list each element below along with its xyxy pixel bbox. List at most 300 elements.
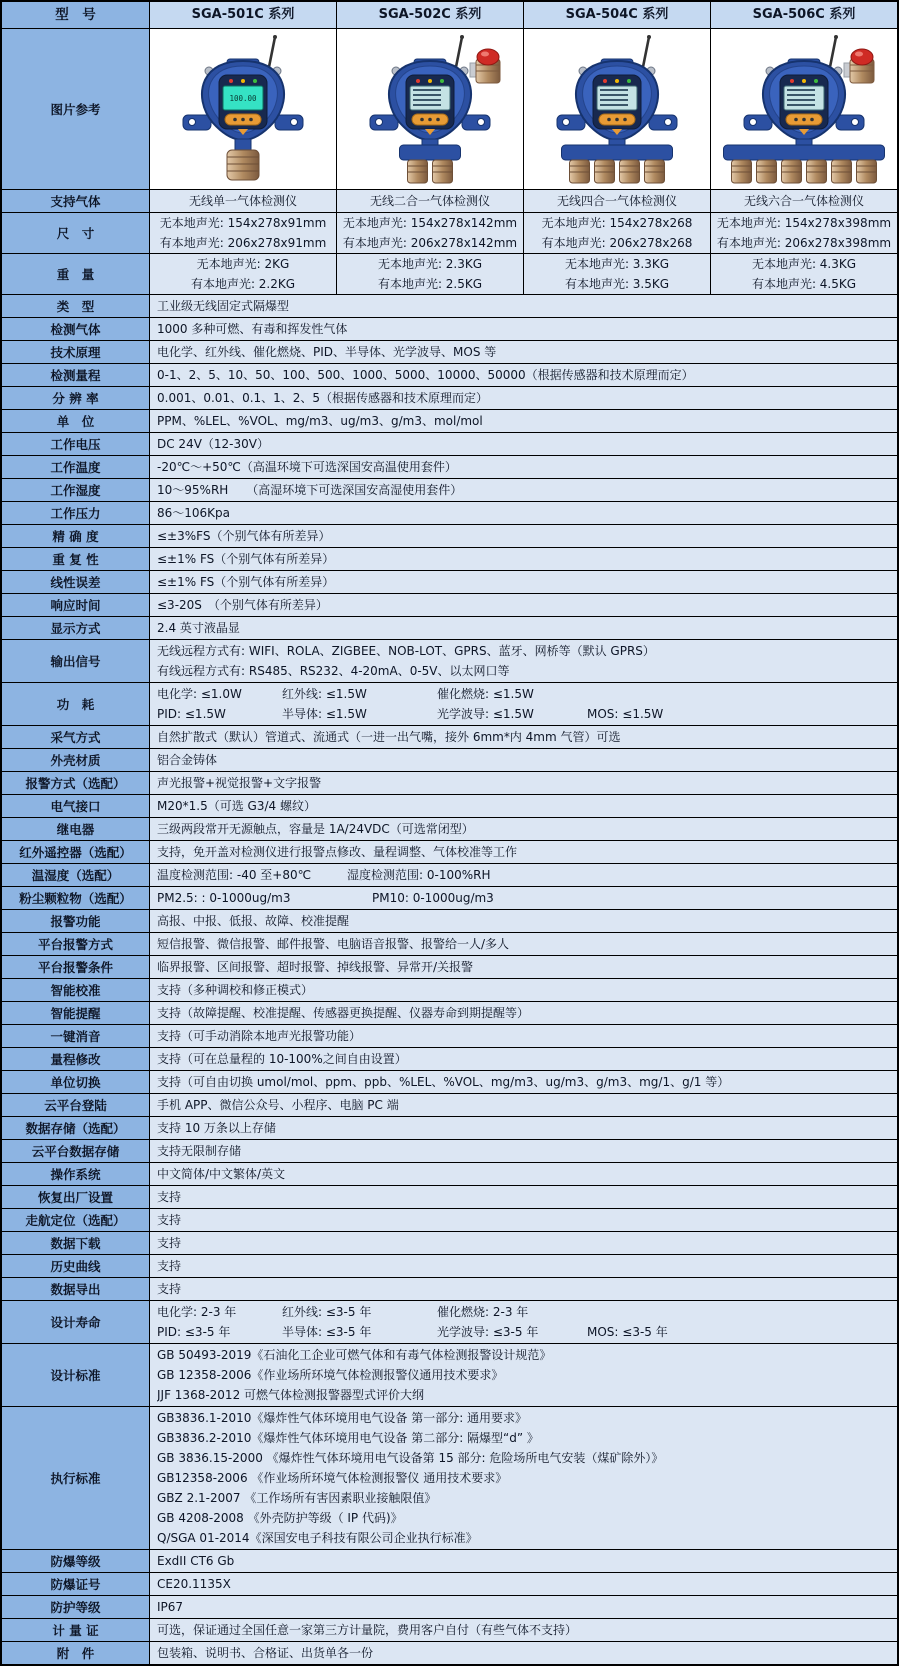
- row-label-ip-rating: 防护等级: [2, 1596, 149, 1618]
- model-header-cell: [149, 2, 336, 28]
- value-cell-temperature: [149, 456, 897, 478]
- cell-text: 有本地声光: 2.5KG: [377, 277, 483, 291]
- value-cell: [149, 213, 336, 253]
- row-label-type: 类 型: [2, 295, 149, 317]
- value-line: GB 3836.15-2000 《爆炸性气体环境用电气设备第 15 部分: 危险场所电气安装（煤矿除外）》: [157, 1451, 664, 1465]
- value-line: -20℃～+50℃（高温环境下可选深国安高温使用套件）: [157, 460, 457, 474]
- value-cell-response-time: [149, 594, 897, 616]
- row-label-os: 操作系统: [2, 1163, 149, 1185]
- value-line: ≤±3%FS（个别气体有所差异）: [157, 529, 331, 543]
- row-voltage: [2, 432, 897, 455]
- row-power: [2, 682, 897, 725]
- value-cell-accessories: [149, 1642, 897, 1664]
- product-image-sga-502c: [336, 29, 523, 189]
- row-os: [2, 1162, 897, 1185]
- product-image-sga-504c: [523, 29, 710, 189]
- value-line: 支持（故障提醒、校准提醒、传感器更换提醒、仪器寿命到期提醒等）: [157, 1006, 530, 1020]
- cell-text: 无本地声光: 154x278x91mm: [159, 216, 327, 230]
- row-label-detected-gas: 检测气体: [2, 318, 149, 340]
- value-cell-metrology-cert: [149, 1619, 897, 1641]
- value-line: 支持（可在总量程的 10-100%之间自由设置）: [157, 1052, 407, 1066]
- antenna-icon: [456, 37, 462, 67]
- value-cell: [710, 254, 897, 294]
- row-label-smart-calibration: 智能校准: [2, 979, 149, 1001]
- value-line: [157, 1302, 890, 1322]
- row-label-repeatability: 重 复 性: [2, 548, 149, 570]
- row-design-standard: [2, 1343, 897, 1406]
- model-header-cell: [710, 2, 897, 28]
- row-gps: [2, 1208, 897, 1231]
- value-segment: PID: ≤1.5W: [157, 707, 226, 721]
- cell-text: SGA-501C 系列: [191, 7, 295, 22]
- value-cell-housing: [149, 749, 897, 771]
- value-cell-temp-humidity-option: [149, 864, 897, 886]
- row-unit: [2, 409, 897, 432]
- value-cell-power: [149, 683, 897, 725]
- value-line: 支持: [157, 1282, 182, 1296]
- led-red-icon: [603, 79, 607, 83]
- gas-detector-illustration: [157, 33, 329, 185]
- value-line: [157, 684, 890, 704]
- value-line: [157, 865, 890, 885]
- row-label-temperature: 工作温度: [2, 456, 149, 478]
- row-ip-rating: [2, 1595, 897, 1618]
- value-cell-ir-remote: [149, 841, 897, 863]
- value-line: 高报、中报、低报、故障、校准提醒: [157, 914, 350, 928]
- row-values: [149, 254, 897, 294]
- value-line: Q/SGA 01-2014《深国安电子科技有限公司企业执行标准》: [157, 1531, 478, 1545]
- row-smart-calibration: [2, 978, 897, 1001]
- row-factory-reset: [2, 1185, 897, 1208]
- row-resolution: [2, 386, 897, 409]
- cell-text: 有本地声光: 206x278x91mm: [159, 236, 327, 250]
- value-line: 支持（多种调校和修正模式）: [157, 983, 314, 997]
- led-red-icon: [416, 79, 420, 83]
- row-label-data-export: 数据导出: [2, 1278, 149, 1300]
- row-label-execution-standard: 执行标准: [2, 1407, 149, 1549]
- value-line: 电化学、红外线、催化燃烧、PID、半导体、光学波导、MOS 等: [157, 345, 497, 359]
- row-label-photos: 图片参考: [2, 29, 149, 189]
- value-cell-mute: [149, 1025, 897, 1047]
- value-cell-history-curve: [149, 1255, 897, 1277]
- value-line: 86～106Kpa: [157, 506, 231, 520]
- value-segment: 电化学: ≤1.0W: [157, 687, 242, 701]
- value-segment: 半导体: ≤1.5W: [282, 707, 367, 721]
- row-mute: [2, 1024, 897, 1047]
- value-cell-cloud-storage: [149, 1140, 897, 1162]
- value-line: 10～95%RH （高湿环境下可选深国安高湿使用套件）: [157, 483, 463, 497]
- value-cell-execution-standard: [149, 1407, 897, 1549]
- row-alarm-mode: [2, 771, 897, 794]
- row-linearity: [2, 570, 897, 593]
- row-label-alarm-mode: 报警方式（选配）: [2, 772, 149, 794]
- row-history-curve: [2, 1254, 897, 1277]
- row-data-export: [2, 1277, 897, 1300]
- row-label-power: 功 耗: [2, 683, 149, 725]
- value-line: GB3836.1-2010《爆炸性气体环境用电气设备 第一部分: 通用要求》: [157, 1411, 528, 1425]
- row-values: [149, 213, 897, 253]
- led-yellow-icon: [802, 79, 806, 83]
- led-red-icon: [229, 79, 233, 83]
- value-line: PPM、%LEL、%VOL、mg/m3、ug/m3、g/m3、mol/mol: [157, 414, 483, 428]
- row-supported-gas: [2, 189, 897, 212]
- value-cell-data-storage: [149, 1117, 897, 1139]
- row-label-data-storage: 数据存储（选配）: [2, 1117, 149, 1139]
- row-label-platform-alarm-condition: 平台报警条件: [2, 956, 149, 978]
- value-segment: 红外线: ≤3-5 年: [282, 1305, 372, 1319]
- row-values: [149, 2, 897, 28]
- row-type: [2, 294, 897, 317]
- value-cell-gps: [149, 1209, 897, 1231]
- row-label-response-time: 响应时间: [2, 594, 149, 616]
- value-line: 短信报警、微信报警、邮件报警、电脑语音报警、报警给一人/多人: [157, 937, 510, 951]
- led-green-icon: [627, 79, 631, 83]
- row-label-housing: 外壳材质: [2, 749, 149, 771]
- value-line: 支持，免开盖对检测仪进行报警点修改、量程调整、气体校准等工作: [157, 845, 518, 859]
- value-segment: PM10: 0-1000ug/m3: [372, 891, 494, 905]
- value-line: GB3836.2-2010《爆炸性气体环境用电气设备 第二部分: 隔爆型“d” 》: [157, 1431, 539, 1445]
- value-line: 三级两段常开无源触点，容量是 1A/24VDC（可选常闭型）: [157, 822, 474, 836]
- row-label-voltage: 工作电压: [2, 433, 149, 455]
- value-line: ≤±1% FS（个别气体有所差异）: [157, 575, 335, 589]
- value-cell-relay: [149, 818, 897, 840]
- value-segment: 温度检测范围: -40 至+80℃: [157, 868, 312, 882]
- value-line: 自然扩散式（默认）管道式、流通式（一进一出气嘴，接外 6mm*内 4mm 气管）可选: [157, 730, 621, 744]
- model-header-cell: [336, 2, 523, 28]
- value-line: 0-1、2、5、10、50、100、500、1000、5000、10000、50000（根据传感器和技术原理而定）: [157, 368, 694, 382]
- value-cell-resolution: [149, 387, 897, 409]
- row-label-smart-reminder: 智能提醒: [2, 1002, 149, 1024]
- value-line: 临界报警、区间报警、超时报警、掉线报警、异常开/关报警: [157, 960, 474, 974]
- row-label-humidity: 工作湿度: [2, 479, 149, 501]
- value-line: 支持: [157, 1213, 182, 1227]
- value-cell-voltage: [149, 433, 897, 455]
- value-cell-output-signal: [149, 640, 897, 682]
- row-housing: [2, 748, 897, 771]
- value-line: JJF 1368-2012 可燃气体检测报警器型式评价大纲: [157, 1388, 425, 1402]
- row-model: [2, 2, 897, 28]
- value-line: 有线远程方式有: RS485、RS232、4-20mA、0-5V、以太网口等: [157, 664, 510, 678]
- value-line: 无线远程方式有: WIFI、ROLA、ZIGBEE、NOB-LOT、GPRS、蓝牙、网桥等（默认 GPRS）: [157, 644, 655, 658]
- model-header-cell: [523, 2, 710, 28]
- row-label-range-modify: 量程修改: [2, 1048, 149, 1070]
- row-electrical-port: [2, 794, 897, 817]
- row-label-design-life: 设计寿命: [2, 1301, 149, 1343]
- row-explosion-class: [2, 1549, 897, 1572]
- value-line: 支持（可自由切换 umol/mol、ppm、ppb、%LEL、%VOL、mg/m3、ug/m3、g/m3、mg/1、g/1 等）: [157, 1075, 730, 1089]
- row-label-technology: 技术原理: [2, 341, 149, 363]
- cell-text: SGA-506C 系列: [752, 7, 856, 22]
- cell-text: 有本地声光: 4.5KG: [751, 277, 857, 291]
- value-cell-sampling: [149, 726, 897, 748]
- row-data-storage: [2, 1116, 897, 1139]
- cell-text: SGA-502C 系列: [378, 7, 482, 22]
- value-cell: [710, 190, 897, 212]
- value-segment: 催化燃烧: ≤1.5W: [437, 687, 534, 701]
- row-accuracy: [2, 524, 897, 547]
- cell-text: 无线六合一气体检测仪: [743, 194, 864, 208]
- value-cell: [149, 190, 336, 212]
- value-cell-explosion-cert: [149, 1573, 897, 1595]
- gas-detector-illustration: [531, 33, 703, 185]
- value-cell-humidity: [149, 479, 897, 501]
- value-segment: 红外线: ≤1.5W: [282, 687, 367, 701]
- value-cell: [523, 254, 710, 294]
- value-cell: [336, 190, 523, 212]
- row-label-explosion-class: 防爆等级: [2, 1550, 149, 1572]
- cell-text: 无本地声光: 4.3KG: [751, 257, 857, 271]
- value-cell-pressure: [149, 502, 897, 524]
- row-label-accuracy: 精 确 度: [2, 525, 149, 547]
- row-label-design-standard: 设计标准: [2, 1344, 149, 1406]
- value-segment: MOS: ≤1.5W: [587, 707, 664, 721]
- cell-text: 无本地声光: 154x278x142mm: [342, 216, 518, 230]
- value-segment: 电化学: 2-3 年: [157, 1305, 237, 1319]
- row-label-ir-remote: 红外遥控器（选配）: [2, 841, 149, 863]
- row-range-modify: [2, 1047, 897, 1070]
- value-cell-design-standard: [149, 1344, 897, 1406]
- value-line: 支持: [157, 1190, 182, 1204]
- value-cell-os: [149, 1163, 897, 1185]
- value-cell-smart-calibration: [149, 979, 897, 1001]
- value-segment: 湿度检测范围: 0-100%RH: [347, 868, 491, 882]
- value-line: DC 24V（12-30V）: [157, 437, 269, 451]
- value-line: ≤±1% FS（个别气体有所差异）: [157, 552, 335, 566]
- led-yellow-icon: [428, 79, 432, 83]
- row-platform-alarm-mode: [2, 932, 897, 955]
- value-cell-linearity: [149, 571, 897, 593]
- row-design-life: [2, 1300, 897, 1343]
- row-temp-humidity-option: [2, 863, 897, 886]
- row-pressure: [2, 501, 897, 524]
- row-label-unit-switch: 单位切换: [2, 1071, 149, 1093]
- row-label-dimensions: 尺 寸: [2, 213, 149, 253]
- alarm-beacon-icon: [851, 49, 873, 65]
- row-range: [2, 363, 897, 386]
- row-cloud-storage: [2, 1139, 897, 1162]
- row-dust-option: [2, 886, 897, 909]
- value-cell-platform-alarm-mode: [149, 933, 897, 955]
- cell-text: 无本地声光: 2KG: [196, 257, 290, 271]
- value-line: GB 12358-2006《作业场所环境气体检测报警仪通用技术要求》: [157, 1368, 504, 1382]
- value-line: 铝合金铸体: [157, 753, 218, 767]
- value-line: CE20.1135X: [157, 1577, 231, 1591]
- value-segment: 光学波导: ≤1.5W: [437, 707, 534, 721]
- value-cell-cloud-login: [149, 1094, 897, 1116]
- gas-detector-illustration: [718, 33, 890, 185]
- svg-text:100.00: 100.00: [229, 94, 257, 103]
- value-cell: [710, 213, 897, 253]
- cell-text: SGA-504C 系列: [565, 7, 669, 22]
- row-output-signal: [2, 639, 897, 682]
- row-label-weight: 重 量: [2, 254, 149, 294]
- value-cell-ip-rating: [149, 1596, 897, 1618]
- value-cell: [523, 213, 710, 253]
- row-label-accessories: 附 件: [2, 1642, 149, 1664]
- cell-text: 有本地声光: 206x278x142mm: [342, 236, 518, 250]
- value-cell-electrical-port: [149, 795, 897, 817]
- row-label-mute: 一键消音: [2, 1025, 149, 1047]
- value-cell-technology: [149, 341, 897, 363]
- led-green-icon: [814, 79, 818, 83]
- value-line: 支持无限制存储: [157, 1144, 242, 1158]
- value-line: [157, 1322, 890, 1342]
- row-label-sampling: 采气方式: [2, 726, 149, 748]
- row-label-data-download: 数据下载: [2, 1232, 149, 1254]
- row-data-download: [2, 1231, 897, 1254]
- row-unit-switch: [2, 1070, 897, 1093]
- cell-text: 有本地声光: 206x278x268: [541, 236, 693, 250]
- value-cell-repeatability: [149, 548, 897, 570]
- row-photos: [2, 28, 897, 189]
- row-detected-gas: [2, 317, 897, 340]
- row-technology: [2, 340, 897, 363]
- row-label-metrology-cert: 计 量 证: [2, 1619, 149, 1641]
- value-line: GB 50493-2019《石油化工企业可燃气体和有毒气体检测报警设计规范》: [157, 1348, 552, 1362]
- value-cell: [336, 254, 523, 294]
- row-label-range: 检测量程: [2, 364, 149, 386]
- cell-text: 有本地声光: 3.5KG: [564, 277, 670, 291]
- value-segment: 催化燃烧: 2-3 年: [437, 1305, 529, 1319]
- row-label-supported-gas: 支持气体: [2, 190, 149, 212]
- value-cell: [523, 190, 710, 212]
- antenna-icon: [269, 37, 275, 67]
- row-label-dust-option: 粉尘颗粒物（选配）: [2, 887, 149, 909]
- row-execution-standard: [2, 1406, 897, 1549]
- value-line: GB 4208-2008 《外壳防护等级（ IP 代码)》: [157, 1511, 403, 1525]
- row-label-history-curve: 历史曲线: [2, 1255, 149, 1277]
- gas-detector-illustration: [344, 33, 516, 185]
- row-label-linearity: 线性误差: [2, 571, 149, 593]
- row-metrology-cert: [2, 1618, 897, 1641]
- value-segment: PM2.5: : 0-1000ug/m3: [157, 891, 291, 905]
- cell-text: 无线单一气体检测仪: [188, 194, 297, 208]
- row-label-pressure: 工作压力: [2, 502, 149, 524]
- value-line: 中文简体/中文繁体/英文: [157, 1167, 286, 1181]
- row-humidity: [2, 478, 897, 501]
- led-red-icon: [790, 79, 794, 83]
- led-green-icon: [440, 79, 444, 83]
- value-line: GBZ 2.1-2007 《工作场所有害因素职业接触限值》: [157, 1491, 437, 1505]
- value-line: 2.4 英寸液晶显: [157, 621, 240, 635]
- row-accessories: [2, 1641, 897, 1664]
- value-line: 可选，保证通过全国任意一家第三方计量院，费用客户自付（有些气体不支持）: [157, 1623, 578, 1637]
- value-line: 0.001、0.01、0.1、1、2、5（根据传感器和技术原理而定）: [157, 391, 489, 405]
- value-cell-alarm-mode: [149, 772, 897, 794]
- value-cell-data-export: [149, 1278, 897, 1300]
- row-response-time: [2, 593, 897, 616]
- row-sampling: [2, 725, 897, 748]
- row-label-factory-reset: 恢复出厂设置: [2, 1186, 149, 1208]
- value-cell-data-download: [149, 1232, 897, 1254]
- value-cell-design-life: [149, 1301, 897, 1343]
- row-temperature: [2, 455, 897, 478]
- cell-text: 有本地声光: 206x278x398mm: [716, 236, 892, 250]
- row-values: [149, 190, 897, 212]
- value-cell-explosion-class: [149, 1550, 897, 1572]
- row-smart-reminder: [2, 1001, 897, 1024]
- row-weight: [2, 253, 897, 294]
- value-line: 支持: [157, 1236, 182, 1250]
- led-green-icon: [253, 79, 257, 83]
- row-display: [2, 616, 897, 639]
- value-cell-unit: [149, 410, 897, 432]
- value-line: GB12358-2006 《作业场所环境气体检测报警仪 通用技术要求》: [157, 1471, 508, 1485]
- product-image-sga-501c: [149, 29, 336, 189]
- value-line: ExdII CT6 Gb: [157, 1554, 235, 1568]
- value-cell-unit-switch: [149, 1071, 897, 1093]
- value-line: [157, 704, 890, 724]
- antenna-icon: [643, 37, 649, 67]
- value-cell-smart-reminder: [149, 1002, 897, 1024]
- row-product-images: [149, 29, 897, 189]
- row-label-explosion-cert: 防爆证号: [2, 1573, 149, 1595]
- row-repeatability: [2, 547, 897, 570]
- cell-text: 有本地声光: 2.2KG: [190, 277, 296, 291]
- row-label-display: 显示方式: [2, 617, 149, 639]
- row-ir-remote: [2, 840, 897, 863]
- value-line: 支持: [157, 1259, 182, 1273]
- value-line: 支持（可手动消除本地声光报警功能）: [157, 1029, 362, 1043]
- row-label-resolution: 分 辨 率: [2, 387, 149, 409]
- row-cloud-login: [2, 1093, 897, 1116]
- value-cell-display: [149, 617, 897, 639]
- value-cell-alarm-functions: [149, 910, 897, 932]
- value-line: 包装箱、说明书、合格证、出货单各一份: [157, 1646, 374, 1660]
- value-segment: MOS: ≤3-5 年: [587, 1325, 668, 1339]
- cell-text: 无线二合一气体检测仪: [369, 194, 490, 208]
- value-segment: 光学波导: ≤3-5 年: [437, 1325, 539, 1339]
- cell-text: 无线四合一气体检测仪: [556, 194, 677, 208]
- value-line: 手机 APP、微信公众号、小程序、电脑 PC 端: [157, 1098, 399, 1112]
- row-label-temp-humidity-option: 温湿度（选配）: [2, 864, 149, 886]
- cell-text: 无本地声光: 3.3KG: [564, 257, 670, 271]
- value-line: 工业级无线固定式隔爆型: [157, 299, 290, 313]
- value-line: 声光报警+视觉报警+文字报警: [157, 776, 322, 790]
- value-line: 支持 10 万条以上存储: [157, 1121, 276, 1135]
- value-cell-type: [149, 295, 897, 317]
- value-cell: [149, 254, 336, 294]
- row-label-relay: 继电器: [2, 818, 149, 840]
- alarm-beacon-icon: [477, 49, 499, 65]
- row-label-cloud-storage: 云平台数据存储: [2, 1140, 149, 1162]
- value-segment: PID: ≤3-5 年: [157, 1325, 231, 1339]
- row-label-output-signal: 输出信号: [2, 640, 149, 682]
- value-cell: [336, 213, 523, 253]
- row-label-cloud-login: 云平台登陆: [2, 1094, 149, 1116]
- value-segment: 半导体: ≤3-5 年: [282, 1325, 372, 1339]
- value-cell-accuracy: [149, 525, 897, 547]
- led-yellow-icon: [241, 79, 245, 83]
- value-line: 1000 多种可燃、有毒和挥发性气体: [157, 322, 348, 336]
- value-cell-range: [149, 364, 897, 386]
- row-alarm-functions: [2, 909, 897, 932]
- cell-text: 无本地声光: 154x278x268: [541, 216, 693, 230]
- value-cell-dust-option: [149, 887, 897, 909]
- product-image-sga-506c: [710, 29, 897, 189]
- row-explosion-cert: [2, 1572, 897, 1595]
- row-label-platform-alarm-mode: 平台报警方式: [2, 933, 149, 955]
- antenna-icon: [830, 37, 836, 67]
- value-cell-detected-gas: [149, 318, 897, 340]
- value-cell-factory-reset: [149, 1186, 897, 1208]
- row-label-gps: 走航定位（选配）: [2, 1209, 149, 1231]
- value-line: [157, 888, 890, 908]
- row-platform-alarm-condition: [2, 955, 897, 978]
- cell-text: 无本地声光: 154x278x398mm: [716, 216, 892, 230]
- value-cell-range-modify: [149, 1048, 897, 1070]
- row-label-electrical-port: 电气接口: [2, 795, 149, 817]
